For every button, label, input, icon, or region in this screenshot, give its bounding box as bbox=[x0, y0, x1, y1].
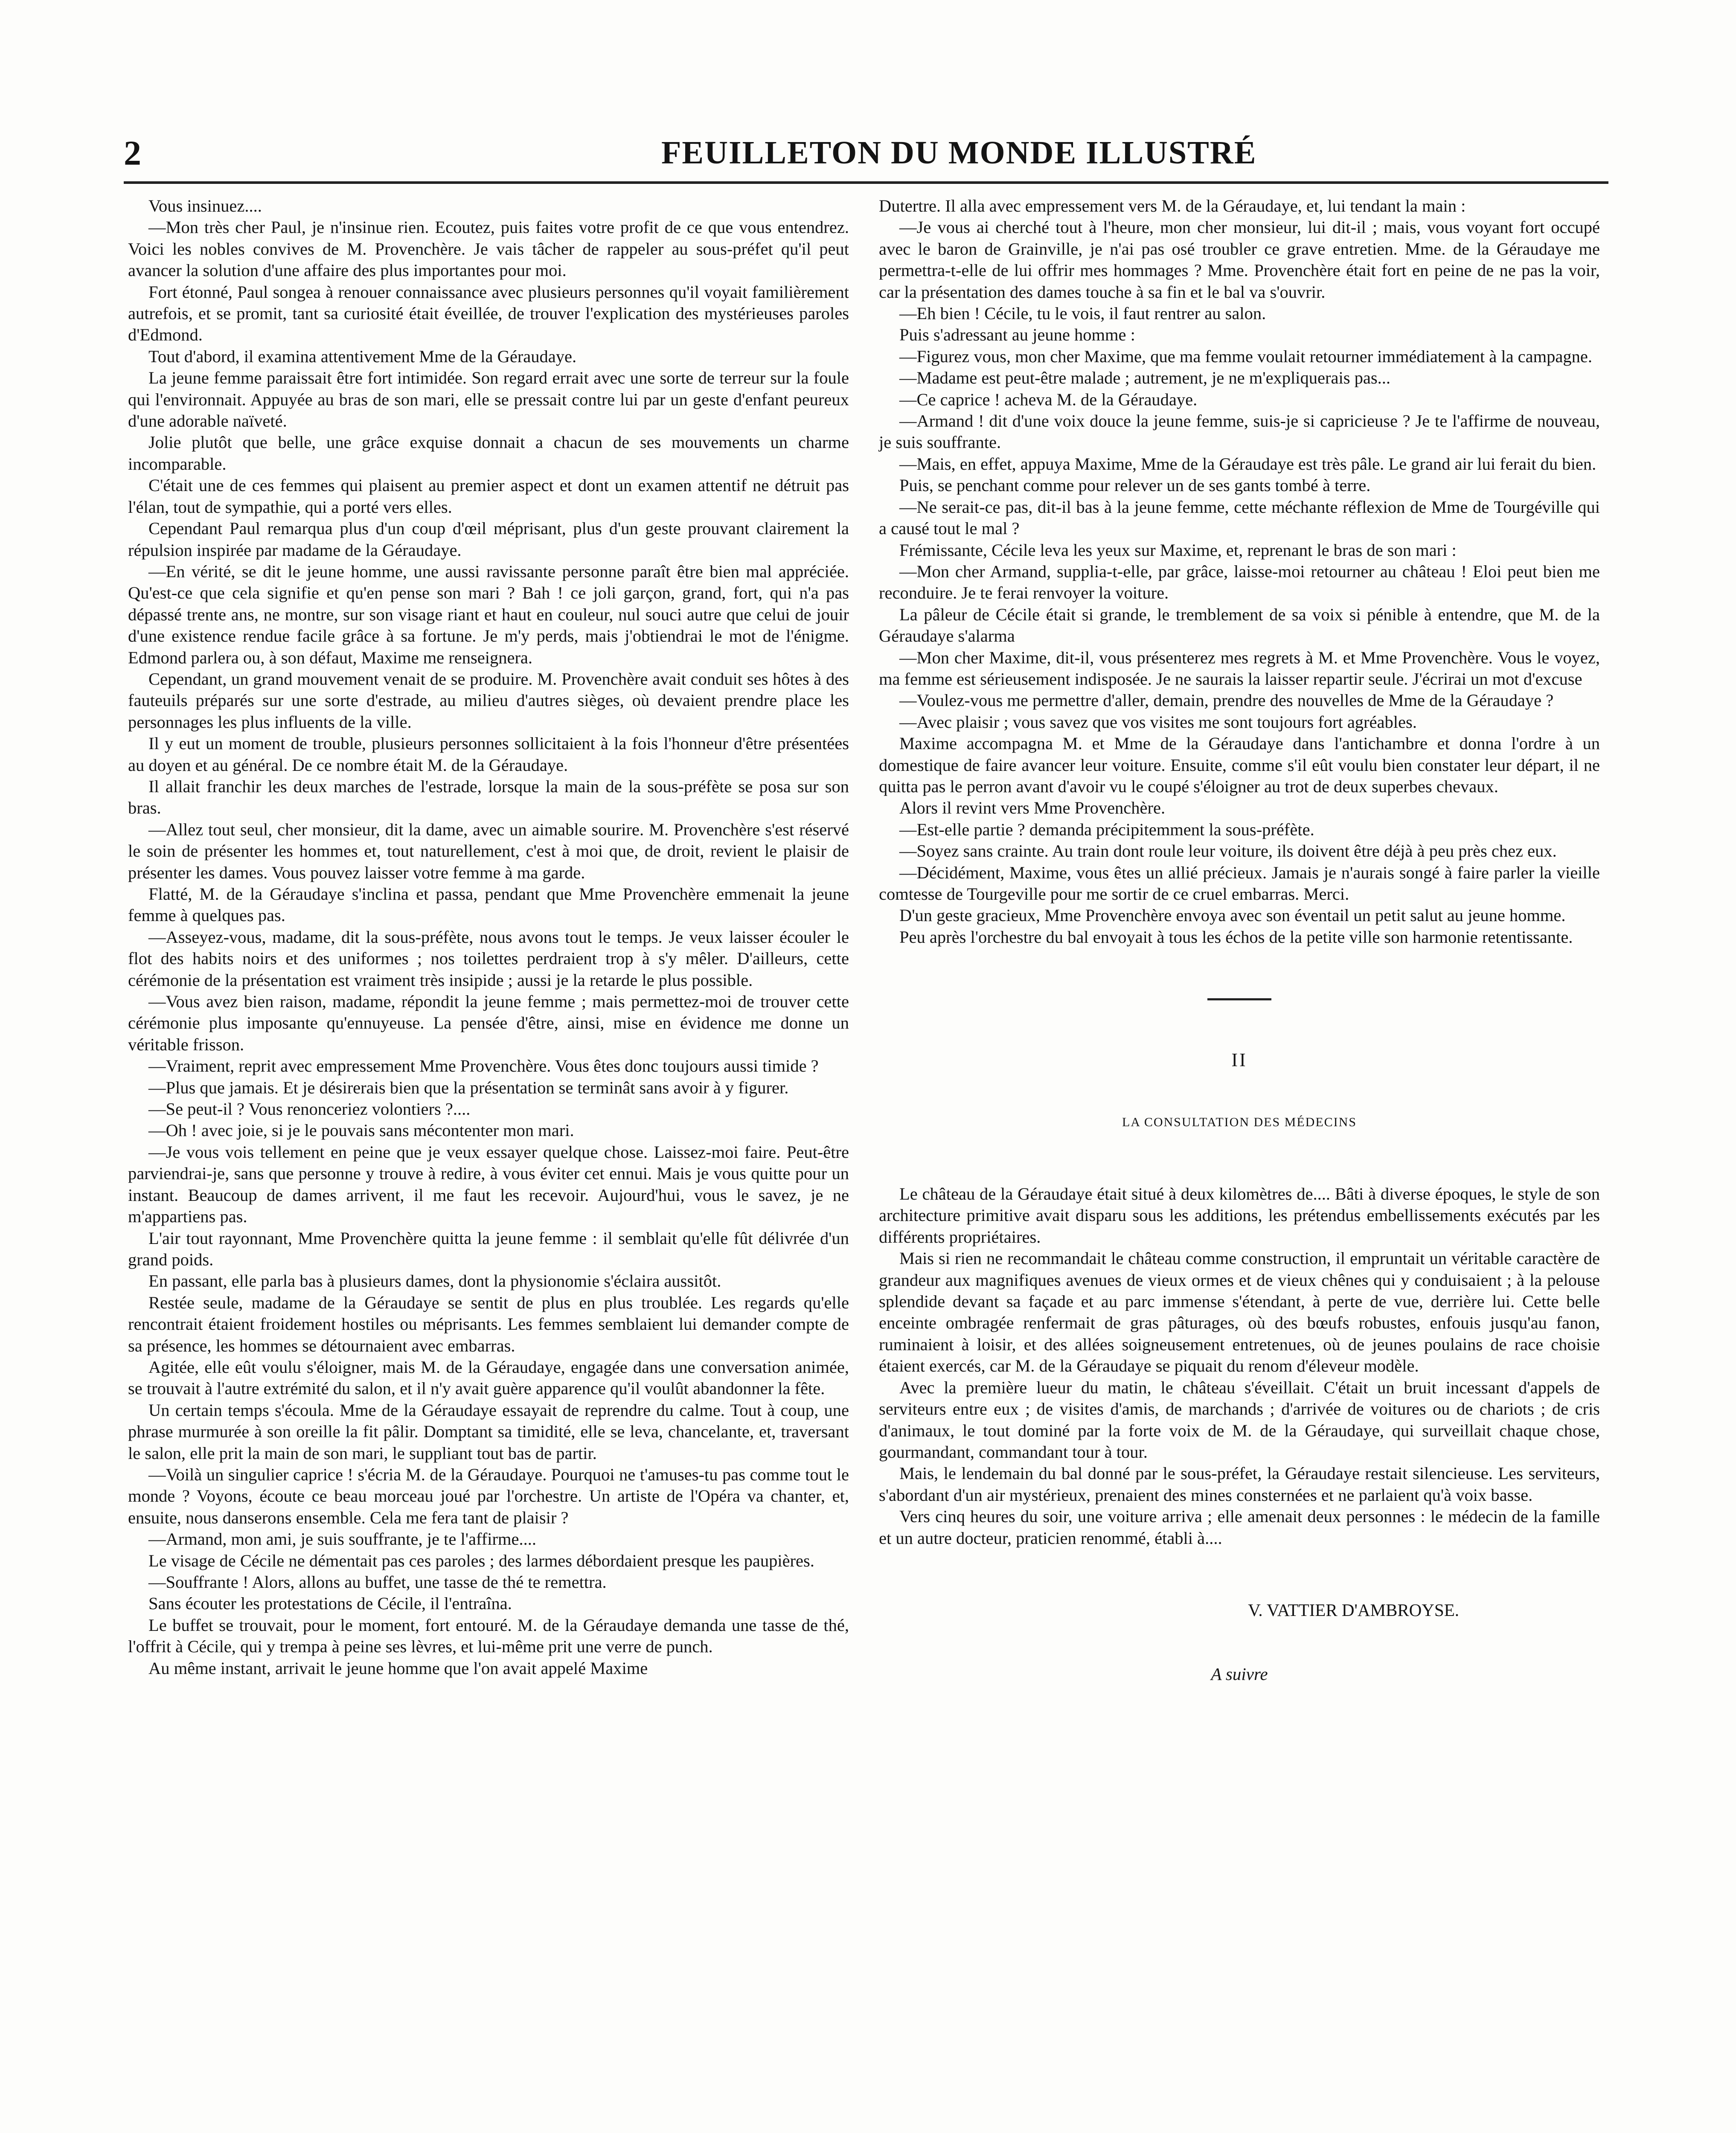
paragraph: —Je vous ai cherché tout à l'heure, mon cher monsieur, lui dit-il ; mais, vous voyant fort occupé avec le baron de Grainville, je n'ai pas osé troubler ce grave entretien. Mme. de la Géraudaye me permettra-t-elle de lui offrir mes hommages ? Mme. Provenchère était fort en peine de ne pas la voir, car la présentation des dames touche à sa fin et le bal va s'ouvrir. bbox=[879, 218, 1600, 302]
paragraph: La jeune femme paraissait être fort intimidée. Son regard errait avec une sorte de terreur sur la foule qui l'environnait. Appuyée au bras de son mari, elle se pressait contre lui par un geste d'enfant peureux d'une adorable naïveté. bbox=[128, 368, 849, 431]
paragraph: —Voilà un singulier caprice ! s'écria M. de la Géraudaye. Pourquoi ne t'amuses-tu pas comme tout le monde ? Voyons, écoute ce beau morceau joué par l'orchestre. Un artiste de l'Opéra va chanter, et, ensuite, nous danserons ensemble. Cela me fera tant de plaisir ? bbox=[128, 1465, 849, 1527]
to-be-continued: A suivre bbox=[1211, 1664, 1268, 1684]
page-number: 2 bbox=[124, 134, 141, 172]
paragraph: Mais si rien ne recommandait le château comme construction, il empruntait un véritable caractère de grandeur aux magnifiques avenues de vieux ormes et de vieux chênes qui y conduisaient ; à la pelouse splendide devant sa façade et au parc immense s'étendant, à perte de vue, derrière lui. Cette belle enceinte ombragée renfermait de gras pâturages, où des bœufs robustes, enfouis jusqu'au fanon, ruminaient à loisir, et des allées soigneusement entretenues, où de jeunes poulains de race choisie étaient exercés, car M. de la Géraudaye se piquait du renom d'éleveur modèle. bbox=[879, 1249, 1600, 1376]
paragraph: La pâleur de Cécile était si grande, le tremblement de sa voix si pénible à entendre, que M. de la Géraudaye s'alarma bbox=[879, 604, 1600, 646]
paragraph: —Je vous vois tellement en peine que je veux essayer quelque chose. Laissez-moi faire. Peut-être parviendrai-je, sans que personne y trouve à redire, à vous éviter cet ennui. Mais je vous quitte pour un instant. Beaucoup de dames arrivent, il me faut les recevoir. Aujourd'hui, vous le savez, je ne m'appartiens pas. bbox=[128, 1142, 849, 1226]
paragraph: Fort étonné, Paul songea à renouer connaissance avec plusieurs personnes qu'il voyait familièrement autrefois, et se promit, tant sa curiosité était éveillée, de trouver l'explication des mystérieuses paroles d'Edmond. bbox=[128, 282, 849, 345]
running-title: FEUILLETON DU MONDE ILLUSTRÉ bbox=[661, 135, 1257, 171]
paragraph: Alors il revint vers Mme Provenchère. bbox=[899, 798, 1166, 818]
paragraph: Il allait franchir les deux marches de l'estrade, lorsque la main de la sous-préfète se posa sur son bras. bbox=[128, 776, 849, 818]
paragraph: Jolie plutôt que belle, une grâce exquise donnait a chacun de ses mouvements un charme incomparable. bbox=[128, 433, 849, 474]
paragraph: C'était une de ces femmes qui plaisent au premier aspect et dont un examen attentif ne détruit pas l'élan, tout de sympathie, qui a porté vers elles. bbox=[128, 476, 849, 517]
paragraph: Peu après l'orchestre du bal envoyait à tous les échos de la petite ville son harmonie retentissante. bbox=[899, 927, 1573, 947]
chapter-number: II bbox=[1231, 1049, 1247, 1071]
paragraph: Avec la première lueur du matin, le château s'éveillait. C'était un bruit incessant d'appels de serviteurs entre eux ; de visites d'amis, de marchands ; d'arrivée de voitures ou de chariots ; de cris d'animaux, le tout dominé par la forte voix de M. de la Géraudaye, qui surveillait chaque chose, gourmandant, commandant tour à tour. bbox=[879, 1377, 1600, 1462]
paragraph: —Se peut-il ? Vous renonceriez volontiers ?.... bbox=[148, 1099, 471, 1119]
paragraph: —Vraiment, reprit avec empressement Mme Provenchère. Vous êtes donc toujours aussi timide ? bbox=[148, 1056, 819, 1076]
paragraph: Vers cinq heures du soir, une voiture arriva ; elle amenait deux personnes : le médecin de la famille et un autre docteur, praticien renommé, établi à.... bbox=[879, 1507, 1600, 1548]
paragraph: Puis s'adressant au jeune homme : bbox=[899, 325, 1135, 345]
paragraph: Flatté, M. de la Géraudaye s'inclina et passa, pendant que Mme Provenchère emmenait la jeune femme à quelques pas. bbox=[128, 884, 849, 925]
paragraph: Puis, se penchant comme pour relever un de ses gants tombé à terre. bbox=[899, 476, 1371, 495]
paragraph: —Mon cher Maxime, dit-il, vous présenterez mes regrets à M. et Mme Provenchère. Vous le voyez, ma femme est sérieusement indisposée. Je ne saurais la laisser repartir seule. J'écrirai un mot d'excuse bbox=[879, 648, 1600, 689]
paragraph: Au même instant, arrivait le jeune homme que l'on avait appelé Maxime bbox=[148, 1658, 648, 1678]
paragraph: —Est-elle partie ? demanda précipitemment la sous-préfète. bbox=[899, 819, 1314, 839]
right-column-text bbox=[879, 195, 1600, 948]
paragraph: Dutertre. Il alla avec empressement vers M. de la Géraudaye, et, lui tendant la main : bbox=[879, 196, 1466, 215]
paragraph: —Armand, mon ami, je suis souffrante, je te l'affirme.... bbox=[148, 1529, 536, 1549]
paragraph: —Souffrante ! Alors, allons au buffet, une tasse de thé te remettra. bbox=[148, 1572, 607, 1592]
paragraph: —Avec plaisir ; vous savez que vos visites me sont toujours fort agréables. bbox=[899, 712, 1417, 732]
paragraph: —Mais, en effet, appuya Maxime, Mme de la Géraudaye est très pâle. Le grand air lui ferait du bien. bbox=[899, 454, 1596, 474]
paragraph: —Voulez-vous me permettre d'aller, demain, prendre des nouvelles de Mme de la Géraudaye ? bbox=[899, 691, 1554, 710]
paragraph: En passant, elle parla bas à plusieurs dames, dont la physionomie s'éclaira aussitôt. bbox=[148, 1271, 721, 1291]
author-signature: V. VATTIER D'AMBROYSE. bbox=[1248, 1600, 1459, 1620]
paragraph: Un certain temps s'écoula. Mme de la Géraudaye essayait de reprendre du calme. Tout à coup, une phrase murmurée à son oreille la fit pâlir. Domptant sa timidité, elle se leva, chancelante, et, traversant le salon, elle prit la main de son mari, le suppliant tout bas de partir. bbox=[128, 1400, 849, 1463]
paragraph: Sans écouter les protestations de Cécile, il l'entraîna. bbox=[148, 1594, 512, 1613]
paragraph: —Vous avez bien raison, madame, répondit la jeune femme ; mais permettez-moi de trouver cette cérémonie plus imposante qu'ennuyeuse. La pensée d'être, ainsi, mise en évidence me donne un véritable frisson. bbox=[128, 992, 849, 1054]
paragraph: —Ne serait-ce pas, dit-il bas à la jeune femme, cette méchante réflexion de Mme de Tourgéville qui a causé tout le mal ? bbox=[879, 497, 1600, 538]
paragraph: —Plus que jamais. Et je désirerais bien que la présentation se terminât sans avoir à y figurer. bbox=[148, 1078, 789, 1097]
paragraph: Le buffet se trouvait, pour le moment, fort entouré. M. de la Géraudaye demanda une tasse de thé, l'offrit à Cécile, qui y trempa à peine ses lèvres, et lui-même prit une verre de punch. bbox=[128, 1615, 849, 1656]
paragraph: Maxime accompagna M. et Mme de la Géraudaye dans l'antichambre et donna l'ordre à un domestique de faire avancer leur voiture. Ensuite, comme s'il eût voulu bien constater leur départ, il ne quitta pas le perron avant d'avoir vu le coupé s'éloigner au trot de deux superbes chevaux. bbox=[879, 734, 1600, 796]
page-header bbox=[124, 136, 1617, 183]
paragraph: Le château de la Géraudaye était situé à deux kilomètres de.... Bâti à diverse époques, le style de son architecture primitive avait disparu sous les additions, les prétendus embellissements exécutés par les différents propriétaires. bbox=[879, 1184, 1600, 1247]
paragraph: Frémissante, Cécile leva les yeux sur Maxime, et, reprenant le bras de son mari : bbox=[899, 540, 1457, 560]
paragraph: —Madame est peut-être malade ; autrement, je ne m'expliquerais pas... bbox=[899, 368, 1390, 388]
paragraph: Restée seule, madame de la Géraudaye se sentit de plus en plus troublée. Les regards qu'elle rencontrait étaient froidement hostiles ou méprisants. Les femmes semblaient lui demander compte de sa présence, les hommes se détournaient avec embarras. bbox=[128, 1293, 849, 1355]
paragraph: Mais, le lendemain du bal donné par le sous-préfet, la Géraudaye restait silencieuse. Les serviteurs, s'abordant d'un air mystérieux, prenaient des mines consternées et ne parlaient qu'à voix basse. bbox=[879, 1464, 1600, 1505]
paragraph: —Mon cher Armand, supplia-t-elle, par grâce, laisse-moi retourner au château ! Eloi peut bien me reconduire. Je te ferai renvoyer la voiture. bbox=[879, 561, 1600, 603]
paragraph: —Asseyez-vous, madame, dit la sous-préfète, nous avons tout le temps. Je veux laisser écouler le flot des habits noirs et des uniformes ; nos toilettes perdraient trop à s'y mêler. D'ailleurs, cette cérémonie de la présentation est vraiment très insipide ; aussi je la retarde le plus possible. bbox=[128, 927, 849, 990]
paragraph: —Soyez sans crainte. Au train dont roule leur voiture, ils doivent être déjà à peu près chez eux. bbox=[899, 841, 1557, 861]
paragraph: —Allez tout seul, cher monsieur, dit la dame, avec un aimable sourire. M. Provenchère s'est réservé le soin de présenter les hommes et, tout naturellement, c'est à moi que, de droit, revient le plaisir de présenter les dames. Vous pouvez laisser votre femme à ma garde. bbox=[128, 819, 849, 882]
paragraph: Il y eut un moment de trouble, plusieurs personnes sollicitaient à la fois l'honneur d'être présentées au doyen et au général. De ce nombre était M. de la Géraudaye. bbox=[128, 734, 849, 775]
paragraph: Tout d'abord, il examina attentivement Mme de la Géraudaye. bbox=[148, 346, 577, 366]
paragraph: —En vérité, se dit le jeune homme, une aussi ravissante personne paraît être bien mal appréciée. Qu'est-ce que cela signifie et qu'en pense son mari ? Bah ! ce joli garçon, grand, fort, qui n'a pas dépassé trente ans, ne montre, sur son visage riant et haut en couleur, nul souci autre que celui de jouir d'une existence rendue facile grâce à sa fortune. Je m'y perds, mais j'obtiendrai le mot de l'énigme. Edmond parlera ou, à son défaut, Maxime me renseignera. bbox=[128, 561, 849, 667]
chapter-text bbox=[879, 1183, 1600, 1549]
paragraph: —Eh bien ! Cécile, tu le vois, il faut rentrer au salon. bbox=[899, 304, 1266, 323]
right-column bbox=[879, 195, 1600, 1685]
paragraph: —Décidément, Maxime, vous êtes un allié précieux. Jamais je n'aurais songé à faire parler la vieille comtesse de Tourgeville pour me sortir de ce cruel embarras. Merci. bbox=[879, 863, 1600, 904]
section-divider bbox=[1207, 998, 1271, 1000]
paragraph: —Figurez vous, mon cher Maxime, que ma femme voulait retourner immédiatement à la campagne. bbox=[899, 346, 1592, 366]
paragraph: Le visage de Cécile ne démentait pas ces paroles ; des larmes débordaient presque les paupières. bbox=[148, 1551, 814, 1570]
paragraph: Agitée, elle eût voulu s'éloigner, mais M. de la Géraudaye, engagée dans une conversation animée, se trouvait à l'autre extrémité du salon, et il n'y avait guère apparence qu'il voulût abandonner la fête. bbox=[128, 1357, 849, 1398]
paragraph: Cependant, un grand mouvement venait de se produire. M. Provenchère avait conduit ses hôtes à des fauteuils préparés sur une sorte d'estrade, au milieu d'autres sièges, où devaient prendre place les personnages les plus influents de la ville. bbox=[128, 669, 849, 732]
chapter-title: LA CONSULTATION DES MÉDECINS bbox=[1122, 1115, 1357, 1129]
paragraph: Vous insinuez.... bbox=[148, 196, 262, 215]
paragraph: —Armand ! dit d'une voix douce la jeune femme, suis-je si capricieuse ? Je te l'affirme de nouveau, je suis souffrante. bbox=[879, 411, 1600, 452]
left-column bbox=[128, 195, 849, 1679]
paragraph: D'un geste gracieux, Mme Provenchère envoya avec son éventail un petit salut au jeune homme. bbox=[899, 906, 1566, 925]
paragraph: —Mon très cher Paul, je n'insinue rien. Ecoutez, puis faites votre profit de ce que vous entendrez. Voici les nobles convives de M. Provenchère. Je vais tâcher de rappeler au sous-préfet qu'il peut avancer la solution d'une affaire des plus importantes pour moi. bbox=[128, 218, 849, 280]
header-rule bbox=[124, 181, 1608, 184]
paragraph: Cependant Paul remarqua plus d'un coup d'œil méprisant, plus d'un geste prouvant clairement la répulsion inspirée par madame de la Géraudaye. bbox=[128, 519, 849, 560]
paragraph: —Ce caprice ! acheva M. de la Géraudaye. bbox=[899, 389, 1198, 409]
paragraph: L'air tout rayonnant, Mme Provenchère quitta la jeune femme : il semblait qu'elle fût délivrée d'un grand poids. bbox=[128, 1228, 849, 1269]
paragraph: —Oh ! avec joie, si je le pouvais sans mécontenter mon mari. bbox=[148, 1121, 574, 1140]
